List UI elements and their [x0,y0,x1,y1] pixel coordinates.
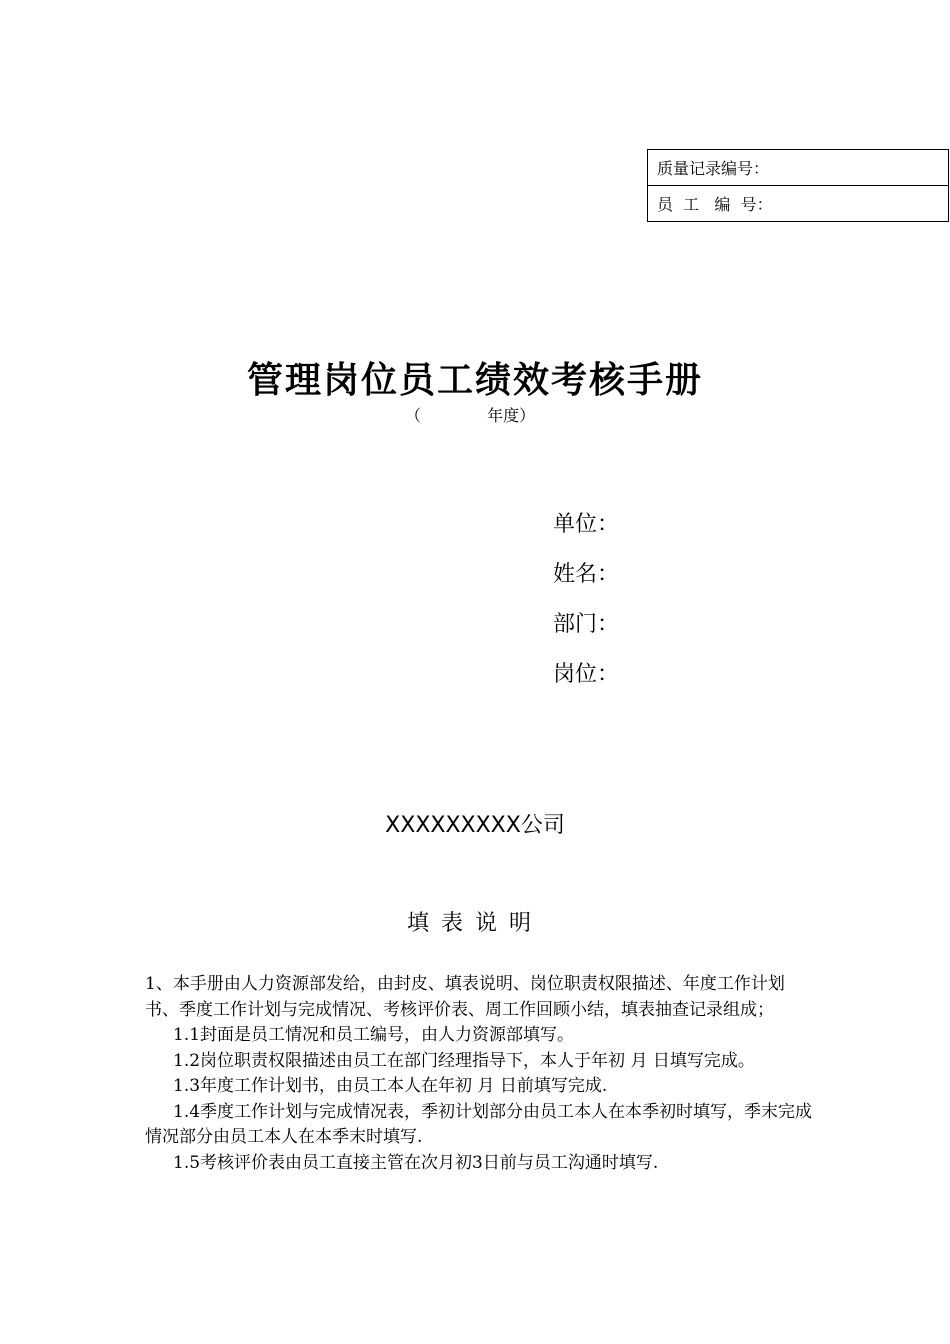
info-fields [553,508,619,708]
employee-number-label: 员 工 编 号： [648,186,949,222]
record-row-quality [648,150,949,186]
record-number-table [647,149,949,222]
record-row-employee [648,186,949,222]
department-field-label: 部门： [553,612,620,637]
instruction-paragraph: 1.4季度工作计划与完成情况表，季初计划部分由员工本人在本季初时填写，季末完成情况部分由员工本人在本季末时填写. [145,1101,813,1147]
name-field-label: 姓名： [553,562,620,587]
position-field-label: 岗位： [553,662,620,687]
instructions [145,972,815,1176]
instruction-paragraph: 1.2岗位职责权限描述由员工在部门经理指导下，本人于年初 月 日填写完成。 [173,1050,755,1071]
unit-field-label: 单位： [553,512,620,537]
page-title: 管理岗位员工绩效考核手册 [246,360,703,401]
instruction-paragraph: 1.1封面是员工情况和员工编号，由人力资源部填写。 [173,1025,575,1045]
section-title: 填表说明 [406,911,543,936]
instruction-paragraph: 1.3年度工作计划书，由员工本人在年初 月 日前填写完成. [173,1076,608,1096]
instruction-paragraph: 1.5考核评价表由员工直接主管在次月初3日前与员工沟通时填写. [173,1152,659,1173]
company-name: XXXXXXXXX公司 [385,813,565,838]
year-line: （ 年度） [405,406,536,425]
instruction-paragraph: 1、本手册由人力资源部发给，由封皮、填表说明、岗位职责权限描述、年度工作计划书、季度工作计划与完成情况、考核评价表、周工作回顾小结，填表抽查记录组成； [145,974,785,1020]
quality-record-number-label: 质量记录编号： [648,150,949,186]
